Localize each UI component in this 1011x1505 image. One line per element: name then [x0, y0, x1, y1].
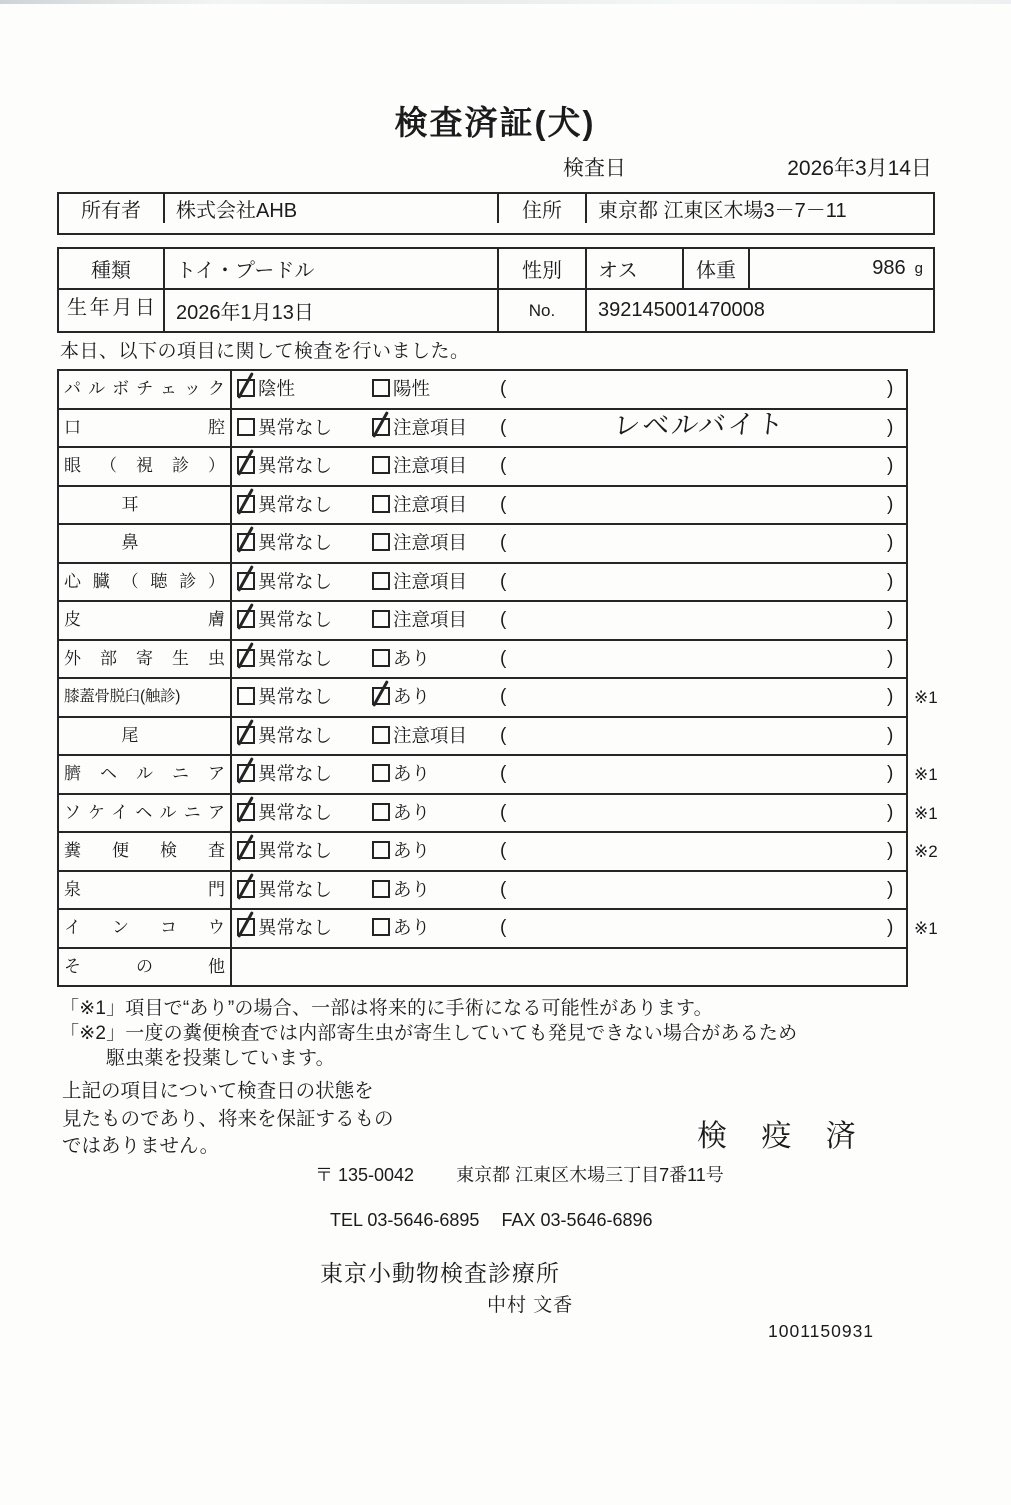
option2-label: あり	[393, 840, 431, 861]
option2-label: あり	[393, 878, 431, 900]
footnote-1: 「※1」項目で“あり”の場合、一部は将来的に手術になる可能性があります。	[60, 998, 713, 1019]
weight-number: 986	[872, 257, 906, 279]
option1-label: 異常なし	[258, 686, 333, 707]
option1-label: 異常なし	[258, 532, 333, 553]
checkbox-present	[372, 687, 390, 705]
paren-open: (	[500, 532, 507, 553]
office-address: 東京都 江東区木場三丁目7番11号	[456, 1165, 724, 1185]
option1-label: 異常なし	[258, 878, 333, 900]
item-label: 皮膚	[59, 602, 232, 639]
owner-row	[59, 194, 933, 223]
paren-open: (	[500, 763, 507, 784]
item-label: 口腔	[59, 410, 232, 447]
checkbox-present	[372, 918, 390, 936]
paren-open: (	[500, 570, 507, 592]
tel-number: TEL 03-5646-6895	[330, 1210, 480, 1230]
checklist-row-fontanelle	[59, 872, 906, 911]
paren-close: )	[887, 801, 894, 823]
handwritten-note: レベルバイト	[611, 408, 788, 441]
option1-label: 異常なし	[258, 493, 333, 515]
paren-close: )	[887, 455, 894, 476]
checklist-row-ears	[59, 487, 906, 526]
checklist-row-nose	[59, 525, 906, 564]
paren-open: (	[500, 878, 507, 900]
checkbox-normal	[237, 456, 255, 474]
footnote-mark: ※1	[914, 919, 938, 938]
checklist-row-eyes	[59, 448, 906, 487]
option1-label: 異常なし	[258, 801, 333, 823]
option1-label: 異常なし	[258, 455, 333, 476]
item-label: ソケイヘルニア	[59, 795, 232, 832]
option2-label: 注意項目	[393, 455, 468, 476]
item-label: 臍ヘルニア	[59, 756, 232, 793]
checkbox-caution	[372, 418, 390, 436]
option2-label: 注意項目	[393, 724, 468, 746]
checkbox-normal	[237, 841, 255, 859]
footnote-mark: ※1	[914, 688, 938, 707]
option2-label: あり	[393, 647, 431, 669]
checklist-row-inkou	[59, 910, 938, 949]
checkbox-caution	[372, 456, 390, 474]
checklist-row-other	[59, 949, 906, 986]
item-label: インコウ	[59, 910, 232, 947]
checkbox-present	[372, 649, 390, 667]
birthdate-value: 2026年1月13日	[165, 290, 499, 331]
paren-close: )	[887, 647, 894, 669]
tel-fax-line	[330, 1210, 653, 1231]
footnote-2-line1: 「※2」一度の糞便検査では内部寄生虫が寄生していても発見できない場合があるため	[60, 1023, 798, 1044]
paren-close: )	[887, 378, 894, 399]
option2-label: 陽性	[393, 378, 431, 399]
checklist-table	[57, 369, 938, 987]
checkbox-present	[372, 841, 390, 859]
weight-label: 体重	[684, 249, 750, 288]
checkbox-normal	[237, 803, 255, 821]
checklist-row-patella	[59, 679, 938, 718]
checkbox-present	[372, 764, 390, 782]
paren-open: (	[500, 378, 507, 399]
clinic-name: 東京小動物検査診療所	[320, 1260, 560, 1286]
checklist-row-parvo	[59, 371, 906, 410]
checkbox-caution	[372, 572, 390, 590]
paren-close: )	[887, 917, 894, 938]
checkbox-normal	[237, 533, 255, 551]
owner-table	[57, 192, 935, 235]
checkbox-normal	[237, 649, 255, 667]
checkbox-normal	[237, 726, 255, 744]
paren-open: (	[500, 416, 507, 438]
paren-close: )	[887, 878, 894, 900]
checklist-row-inguinal-hernia	[59, 795, 938, 834]
page-title: 検査済証(犬)	[394, 104, 596, 141]
checkbox-caution	[372, 610, 390, 628]
checklist-row-umbilical-hernia	[59, 756, 938, 795]
option1-label: 陰性	[258, 378, 296, 399]
checkbox-normal	[237, 880, 255, 898]
checkbox-present	[372, 880, 390, 898]
breed-row	[59, 249, 933, 290]
checkbox-caution	[372, 726, 390, 744]
option1-label: 異常なし	[258, 647, 333, 669]
paren-close: )	[887, 724, 894, 746]
footnote-mark: ※2	[914, 842, 938, 861]
remark-note	[517, 366, 882, 369]
checklist-row-external-parasites	[59, 641, 906, 680]
checkbox-normal	[237, 495, 255, 513]
paren-open: (	[500, 493, 507, 515]
checkbox-normal	[237, 764, 255, 782]
paren-open: (	[500, 917, 507, 938]
owner-label: 所有者	[59, 194, 165, 223]
paren-close: )	[887, 763, 894, 784]
option1-label: 異常なし	[258, 917, 333, 938]
disclaimer-line2: 見たものであり、将来を保証するもの	[62, 1107, 394, 1130]
postal-code: 〒 135-0042	[315, 1165, 415, 1185]
inspection-date-label: 検査日	[563, 157, 626, 180]
checkbox-negative	[237, 379, 255, 397]
item-label: その他	[59, 949, 232, 986]
weight-value	[750, 249, 933, 288]
paren-close: )	[887, 416, 894, 438]
certificate-no-label: No.	[499, 290, 587, 331]
office-address-line	[315, 1161, 724, 1187]
disclaimer-line1: 上記の項目について検査日の状態を	[62, 1080, 374, 1102]
paren-open: (	[500, 840, 507, 861]
paren-close: )	[887, 570, 894, 592]
checklist-row-fecal-exam	[59, 833, 938, 872]
address-value: 東京都 江東区木場3－7－11	[598, 200, 847, 222]
examiner-name: 中村 文香	[487, 1295, 574, 1316]
scan-edge-artifact	[0, 0, 1011, 4]
checkbox-caution	[372, 495, 390, 513]
item-label: 糞便検査	[59, 833, 232, 870]
item-label: 泉門	[59, 872, 232, 909]
item-label: 心臓（聴診）	[59, 564, 232, 601]
paren-close: )	[887, 532, 894, 553]
footnote-2	[60, 1021, 797, 1071]
footnote-2-line2: 駆虫薬を投薬しています。	[106, 1048, 335, 1069]
breed-label: 種類	[59, 249, 165, 288]
serial-number: 1001150931	[768, 1321, 875, 1341]
option2-label: 注意項目	[393, 493, 468, 515]
birthdate-row	[59, 290, 933, 331]
option2-label: 注意項目	[393, 609, 468, 630]
option1-label: 異常なし	[258, 570, 333, 592]
checkbox-caution	[372, 533, 390, 551]
intro-text: 本日、以下の項目に関して検査を行いました。	[60, 341, 470, 362]
paren-open: (	[500, 455, 507, 476]
sex-value: オス	[587, 249, 684, 288]
checkbox-normal	[237, 572, 255, 590]
item-label: 外部寄生虫	[59, 641, 232, 678]
fax-number: FAX 03-5646-6896	[501, 1210, 653, 1230]
checkbox-normal	[237, 610, 255, 628]
birthdate-label: 生年月日	[59, 290, 165, 331]
paren-close: )	[887, 840, 894, 861]
certificate-no-value: 392145001470008	[598, 299, 765, 321]
address-label: 住所	[499, 194, 587, 223]
option1-label: 異常なし	[258, 840, 333, 861]
option2-label: あり	[393, 801, 431, 823]
option2-label: あり	[393, 686, 431, 707]
item-label: 鼻	[59, 525, 232, 562]
item-label: 尾	[59, 718, 232, 755]
paren-open: (	[500, 647, 507, 669]
footnote-mark: ※1	[914, 803, 938, 823]
paren-open: (	[500, 801, 507, 823]
weight-unit: g	[914, 260, 923, 277]
option2-label: 注意項目	[393, 416, 468, 438]
option1-label: 異常なし	[258, 609, 333, 630]
option2-label: あり	[393, 917, 431, 938]
checkbox-present	[372, 803, 390, 821]
paren-close: )	[887, 493, 894, 515]
owner-value: 株式会社AHB	[165, 194, 499, 223]
checklist-row-heart	[59, 564, 906, 603]
option1-label: 異常なし	[258, 724, 333, 746]
option1-label: 異常なし	[258, 763, 333, 784]
breed-value: トイ・プードル	[165, 249, 499, 288]
checkbox-positive	[372, 379, 390, 397]
item-label: 耳	[59, 487, 232, 524]
item-label: 眼（視診）	[59, 448, 232, 485]
animal-info-table	[57, 247, 935, 333]
inspection-date-value: 2026年3月14日	[787, 157, 932, 180]
inspection-date-line	[563, 152, 932, 182]
option1-label: 異常なし	[258, 416, 333, 438]
checkbox-normal	[237, 687, 255, 705]
option2-label: 注意項目	[393, 532, 468, 553]
checklist-row-skin	[59, 602, 906, 641]
disclaimer-text	[62, 1078, 394, 1161]
quarantine-passed-stamp: 検 疫 済	[697, 1120, 869, 1153]
paren-open: (	[500, 724, 507, 746]
checklist-row-tail	[59, 718, 906, 757]
checklist-row-mouth	[59, 410, 906, 449]
option2-label: 注意項目	[393, 570, 468, 592]
paren-open: (	[500, 609, 507, 630]
sex-label: 性別	[499, 249, 587, 288]
paren-close: )	[887, 686, 894, 707]
item-label: パルボチェック	[59, 371, 232, 408]
disclaimer-line3: ではありません。	[62, 1135, 220, 1157]
checkbox-normal	[237, 418, 255, 436]
checkbox-normal	[237, 918, 255, 936]
option2-label: あり	[393, 763, 431, 784]
paren-close: )	[887, 609, 894, 630]
footnote-mark: ※1	[914, 765, 938, 784]
item-label: 膝蓋骨脱臼(触診)	[59, 679, 232, 716]
paren-open: (	[500, 686, 507, 707]
other-empty-cell	[232, 949, 906, 986]
